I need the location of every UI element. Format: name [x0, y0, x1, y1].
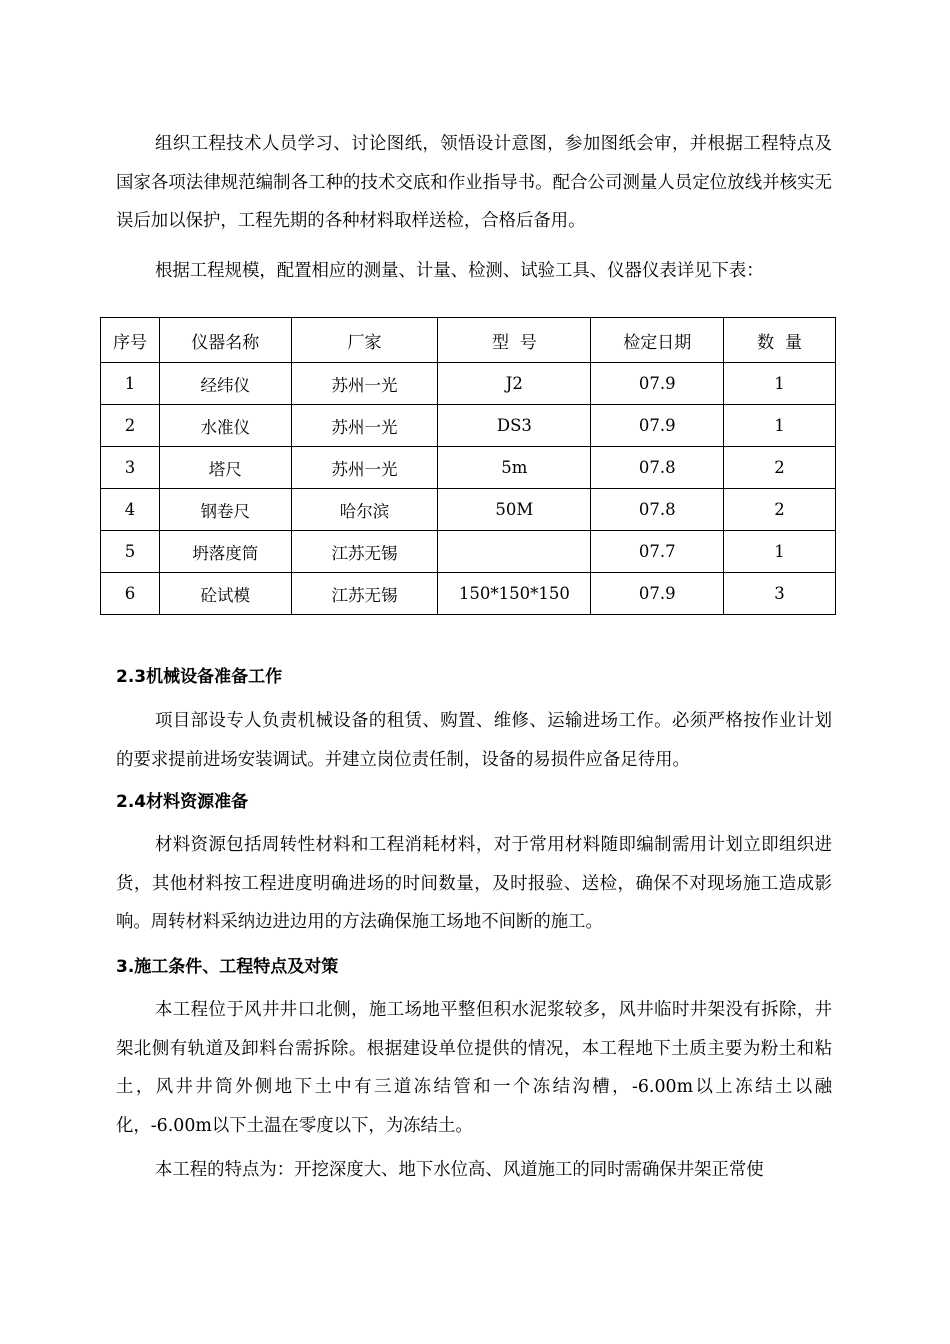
cell-model — [438, 531, 591, 573]
cell-index: 4 — [101, 489, 160, 531]
col-header-index: 序号 — [101, 318, 160, 363]
cell-quantity: 1 — [724, 363, 836, 405]
cell-instrument: 砼试模 — [159, 573, 291, 615]
cell-instrument: 坍落度筒 — [159, 531, 291, 573]
table-row — [101, 573, 836, 615]
cell-model: J2 — [438, 363, 591, 405]
cell-instrument: 塔尺 — [159, 447, 291, 489]
cell-index: 5 — [101, 531, 160, 573]
instrument-table — [100, 317, 836, 615]
section-2-3-body: 项目部设专人负责机械设备的租赁、购置、维修、运输进场工作。必须严格按作业计划的要求提前进场安装调试。并建立岗位责任制，设备的易损件应备足待用。 — [116, 711, 832, 770]
cell-calibration-date: 07.9 — [591, 405, 724, 447]
cell-quantity: 3 — [724, 573, 836, 615]
cell-manufacturer: 江苏无锡 — [291, 531, 438, 573]
cell-instrument: 水准仪 — [159, 405, 291, 447]
cell-quantity: 1 — [724, 531, 836, 573]
table-row — [101, 363, 836, 405]
cell-quantity: 2 — [724, 489, 836, 531]
cell-index: 1 — [101, 363, 160, 405]
cell-manufacturer: 江苏无锡 — [291, 573, 438, 615]
col-header-instrument: 仪器名称 — [159, 318, 291, 363]
table-header-row — [101, 318, 836, 363]
table-row — [101, 447, 836, 489]
col-header-model: 型 号 — [438, 318, 591, 363]
cell-calibration-date: 07.8 — [591, 489, 724, 531]
cell-calibration-date: 07.9 — [591, 573, 724, 615]
section-3-heading: 3.施工条件、工程特点及对策 — [116, 957, 339, 977]
cell-quantity: 2 — [724, 447, 836, 489]
col-header-manufacturer: 厂家 — [291, 318, 438, 363]
section-2-3-heading: 2.3机械设备准备工作 — [116, 667, 283, 687]
intro-paragraph-1: 组织工程技术人员学习、讨论图纸，领悟设计意图，参加图纸会审，并根据工程特点及国家各项法律规范编制各工种的技术交底和作业指导书。配合公司测量人员定位放线并核实无误后加以保护，工程先期的各种材料取样送检，合格后备用。 — [116, 134, 832, 231]
section-3-body-1: 本工程位于风井井口北侧，施工场地平整但积水泥浆较多，风井临时井架没有拆除，井架北侧有轨道及卸料台需拆除。根据建设单位提供的情况，本工程地下土质主要为粉土和粘土，风井井筒外侧地下土中有三道冻结管和一个冻结沟槽，-6.00m以上冻结土以融化，-6.00m以下土温在零度以下，为冻结土。 — [116, 1000, 832, 1136]
cell-instrument: 钢卷尺 — [159, 489, 291, 531]
cell-model: 150*150*150 — [438, 573, 591, 615]
section-2-4-heading: 2.4材料资源准备 — [116, 792, 249, 812]
cell-manufacturer: 苏州一光 — [291, 447, 438, 489]
cell-calibration-date: 07.8 — [591, 447, 724, 489]
cell-calibration-date: 07.9 — [591, 363, 724, 405]
cell-instrument: 经纬仪 — [159, 363, 291, 405]
table-row — [101, 405, 836, 447]
section-3-body-2: 本工程的特点为：开挖深度大、地下水位高、风道施工的同时需确保井架正常使 — [155, 1160, 764, 1180]
cell-manufacturer: 苏州一光 — [291, 363, 438, 405]
table-row — [101, 531, 836, 573]
col-header-quantity: 数 量 — [724, 318, 836, 363]
cell-index: 3 — [101, 447, 160, 489]
cell-quantity: 1 — [724, 405, 836, 447]
cell-model: DS3 — [438, 405, 591, 447]
cell-model: 5m — [438, 447, 591, 489]
col-header-calibration-date: 检定日期 — [591, 318, 724, 363]
cell-index: 6 — [101, 573, 160, 615]
intro-paragraph-2: 根据工程规模，配置相应的测量、计量、检测、试验工具、仪器仪表详见下表： — [155, 261, 764, 281]
table-row — [101, 489, 836, 531]
cell-model: 50M — [438, 489, 591, 531]
cell-index: 2 — [101, 405, 160, 447]
cell-calibration-date: 07.7 — [591, 531, 724, 573]
cell-manufacturer: 苏州一光 — [291, 405, 438, 447]
cell-manufacturer: 哈尔滨 — [291, 489, 438, 531]
section-2-4-body: 材料资源包括周转性材料和工程消耗材料，对于常用材料随即编制需用计划立即组织进货，其他材料按工程进度明确进场的时间数量，及时报验、送检，确保不对现场施工造成影响。周转材料采纳边进边用的方法确保施工场地不间断的施工。 — [116, 835, 832, 932]
